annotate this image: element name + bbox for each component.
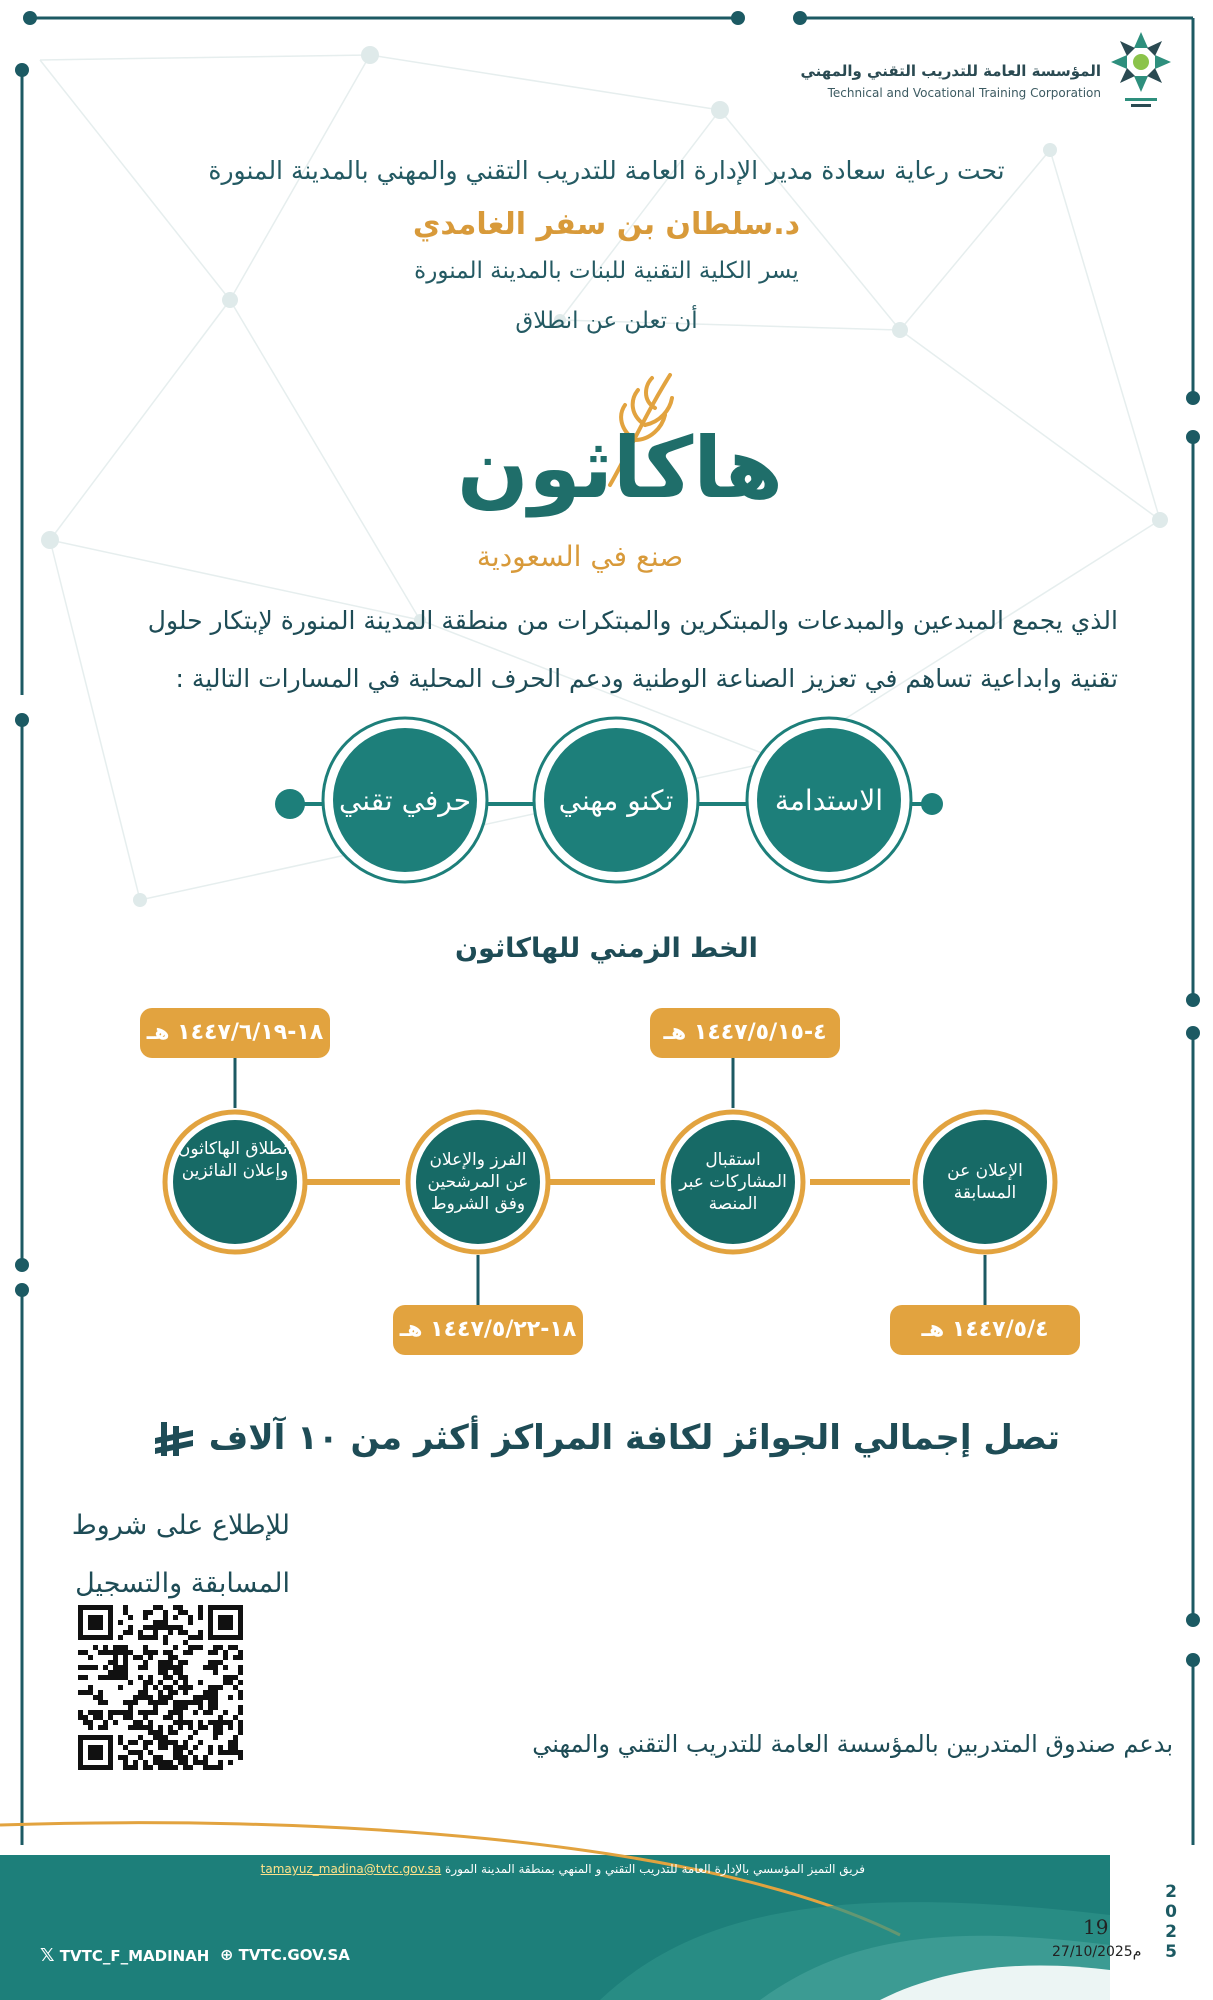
year-digit: 5 bbox=[1165, 1942, 1177, 1962]
tvtc-logo-icon bbox=[1105, 28, 1177, 112]
timeline-date-3: ١٨-١٤٤٧/٥/٢٢ هـ bbox=[399, 1317, 577, 1342]
year-digit: 2 bbox=[1165, 1922, 1177, 1942]
hackathon-logo-text: هاكاثون bbox=[456, 419, 784, 517]
registration-qr-code[interactable] bbox=[78, 1605, 243, 1770]
page-number: 19 bbox=[1083, 1915, 1109, 1939]
support-line: بدعم صندوق المتدربين بالمؤسسة العامة للتدريب التقني والمهني bbox=[532, 1730, 1173, 1758]
x-logo-icon: 𝕏 bbox=[40, 1945, 55, 1966]
patron-line: تحت رعاية سعادة مدير الإدارة العامة للتدريب التقني والمهني بالمدينة المنورة bbox=[208, 156, 1005, 185]
timeline-date-2: ٤-١٤٤٧/٥/١٥ هـ bbox=[663, 1020, 827, 1045]
track-label-techno-vocational: تكنو مهني bbox=[558, 784, 674, 817]
registration-line-1: للإطلاع على شروط bbox=[71, 1510, 290, 1541]
timeline-step-label-2: استقبال المشاركات عبر المنصة bbox=[679, 1150, 787, 1214]
footer-email-link[interactable]: tamayuz_madina@tvtc.gov.sa bbox=[260, 1862, 442, 1876]
footer-credit-text: فريق التميز المؤسسي بالإدارة العامة للتدريب التقني و المنهي بمنطقة المدينة المورة bbox=[445, 1862, 865, 1876]
intro-line-2: تقنية وابداعية تساهم في تعزيز الصناعة الوطنية ودعم الحرف المحلية في المسارات التالية : bbox=[175, 664, 1118, 693]
hackathon-tagline: صنع في السعودية bbox=[476, 540, 684, 573]
hackathon-logo bbox=[420, 370, 820, 520]
organization-name-english: Technical and Vocational Training Corporation bbox=[827, 86, 1101, 100]
track-label-technical-craft: حرفي تقني bbox=[338, 784, 472, 817]
year-digit: 2 bbox=[1165, 1882, 1177, 1902]
announce-line: أن تعلن عن انطلاق bbox=[515, 308, 698, 334]
footer-credit bbox=[180, 1862, 865, 1876]
timeline-step-circle-4 bbox=[165, 1112, 305, 1252]
website-text: TVTC.GOV.SA bbox=[238, 1946, 350, 1964]
timeline-step-label-3: الفرز والإعلان عن المرشحين وفق الشروط bbox=[427, 1150, 529, 1214]
patron-name: د.سلطان بن سفر الغامدي bbox=[412, 207, 801, 242]
year-digit: 0 bbox=[1165, 1902, 1177, 1922]
social-x-text: TVTC_F_MADINAH bbox=[59, 1947, 210, 1965]
timeline-step-label-4: انطلاق الهاكاثون وإعلان الفائزين bbox=[177, 1139, 293, 1181]
website-link[interactable] bbox=[220, 1945, 350, 1964]
footer-band bbox=[0, 1795, 1213, 2000]
timeline-date-1: ١٤٤٧/٥/٤ هـ bbox=[921, 1317, 1049, 1342]
track-label-sustainability: الاستدامة bbox=[774, 784, 884, 817]
host-line: يسر الكلية التقنية للبنات بالمدينة المنورة bbox=[414, 258, 799, 284]
page-date: م27/10/2025 bbox=[1052, 1944, 1142, 1960]
social-x-handle[interactable] bbox=[40, 1945, 209, 1966]
riyal-currency-icon bbox=[153, 1420, 197, 1460]
registration-line-2: المسابقة والتسجيل bbox=[75, 1568, 290, 1599]
timeline-title: الخط الزمني للهاكاثون bbox=[455, 933, 758, 964]
prize-line bbox=[0, 1418, 1213, 1460]
year-vertical bbox=[1161, 1882, 1181, 1962]
prize-text: تصل إجمالي الجوائز لكافة المراكز أكثر من ١٠ آلاف bbox=[208, 1418, 1061, 1458]
timeline-step-label-1: الإعلان عن المسابقة bbox=[947, 1161, 1023, 1203]
organization-name-arabic: المؤسسة العامة للتدريب التقني والمهني bbox=[800, 62, 1101, 80]
timeline-date-4: ١٨-١٤٤٧/٦/١٩ هـ bbox=[146, 1020, 324, 1045]
globe-icon: ⊕ bbox=[220, 1945, 234, 1964]
intro-line-1: الذي يجمع المبدعين والمبدعات والمبتكرين والمبتكرات من منطقة المدينة المنورة لإبتكار حلول bbox=[147, 606, 1118, 635]
